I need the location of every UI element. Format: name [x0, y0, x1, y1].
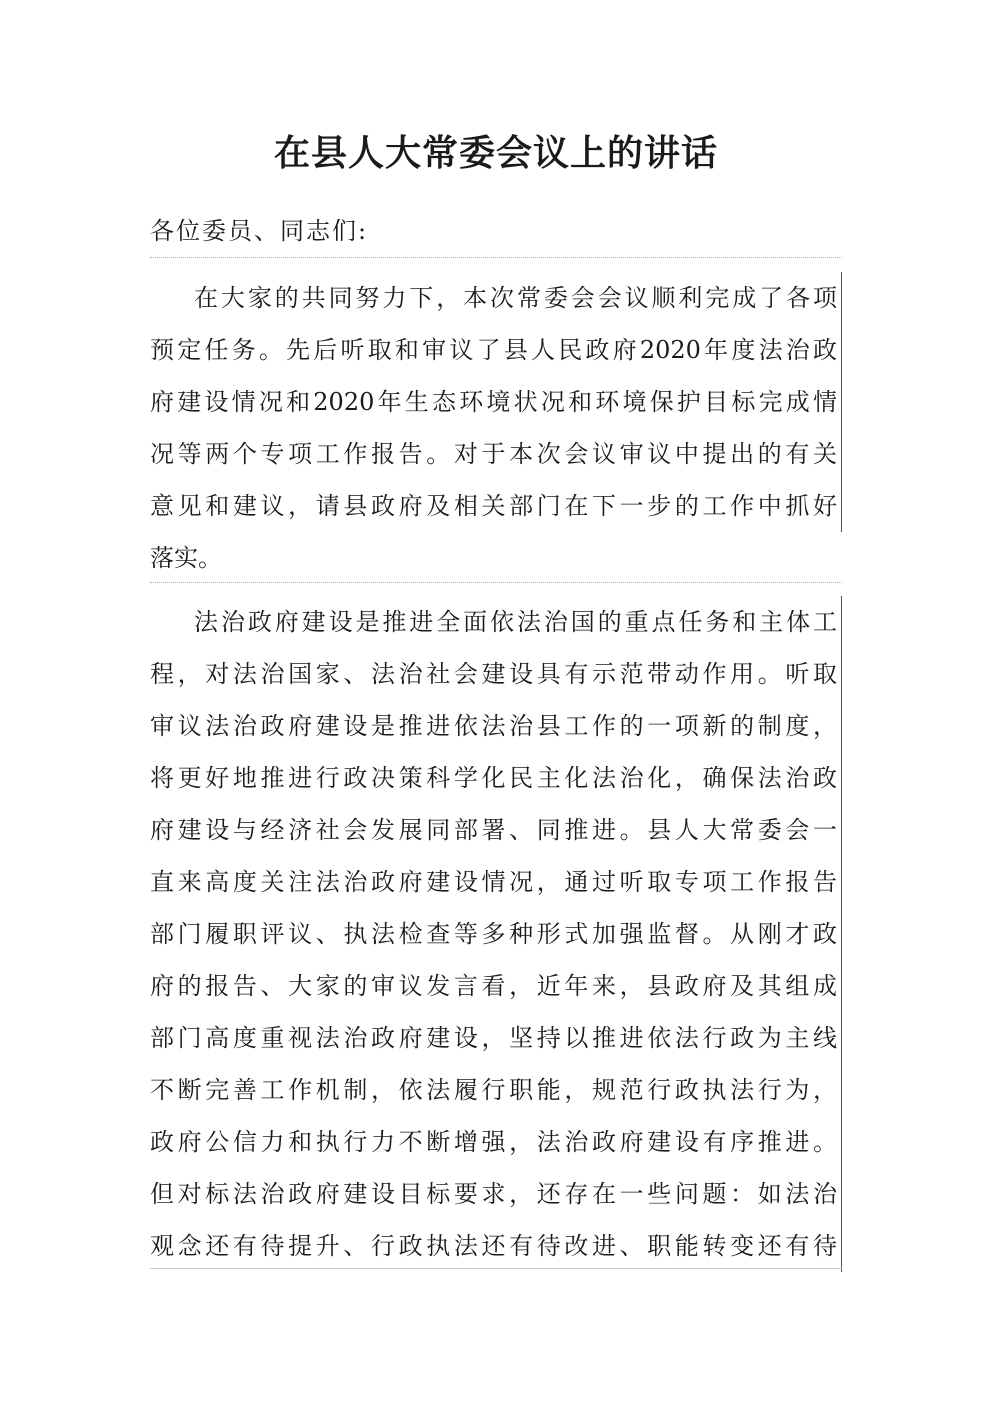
salutation: 各位委员、同志们:: [150, 217, 369, 245]
paragraph-line: 府的报告、大家的审议发言看，近年来，县政府及其组成: [150, 960, 842, 1012]
paragraph-line: 审议法治政府建设是推进依法治县工作的一项新的制度，: [150, 700, 842, 752]
paragraph-line: 部门高度重视法治政府建设，坚持以推进依法行政为主线: [150, 1012, 842, 1064]
paragraph-line: 预定任务。先后听取和审议了县人民政府2020年度法治政: [150, 324, 842, 376]
paragraph-line: 直来高度关注法治政府建设情况，通过听取专项工作报告: [150, 856, 842, 908]
paragraph-line: 不断完善工作机制，依法履行职能，规范行政执法行为，: [150, 1064, 842, 1116]
paragraph-line: 在大家的共同努力下，本次常委会会议顺利完成了各项: [150, 272, 842, 324]
document-title: 在县人大常委会议上的讲话: [273, 132, 718, 174]
paragraph-line: 程，对法治国家、法治社会建设具有示范带动作用。听取: [150, 648, 842, 700]
paragraph-line: 意见和建议，请县政府及相关部门在下一步的工作中抓好: [150, 480, 842, 532]
paragraph-1: [150, 272, 842, 584]
divider: [150, 582, 842, 583]
paragraph-line: 部门履职评议、执法检查等多种形式加强监督。从刚才政: [150, 908, 842, 960]
paragraph-line: 府建设情况和2020年生态环境状况和环境保护目标完成情: [150, 376, 842, 428]
divider: [150, 257, 842, 258]
paragraph-line: 但对标法治政府建设目标要求，还存在一些问题：如法治: [150, 1168, 842, 1220]
paragraph-line: 观念还有待提升、行政执法还有待改进、职能转变还有待: [150, 1220, 842, 1272]
paragraph-line: 政府公信力和执行力不断增强，法治政府建设有序推进。: [150, 1116, 842, 1168]
page-bottom-rule: [150, 1268, 842, 1269]
paragraph-2: [150, 596, 842, 1272]
paragraph-line: 法治政府建设是推进全面依法治国的重点任务和主体工: [150, 596, 842, 648]
paragraph-line: 府建设与经济社会发展同部署、同推进。县人大常委会一: [150, 804, 842, 856]
paragraph-line: 况等两个专项工作报告。对于本次会议审议中提出的有关: [150, 428, 842, 480]
paragraph-line: 落实。: [150, 544, 222, 572]
paragraph-line: 将更好地推进行政决策科学化民主化法治化，确保法治政: [150, 752, 842, 804]
